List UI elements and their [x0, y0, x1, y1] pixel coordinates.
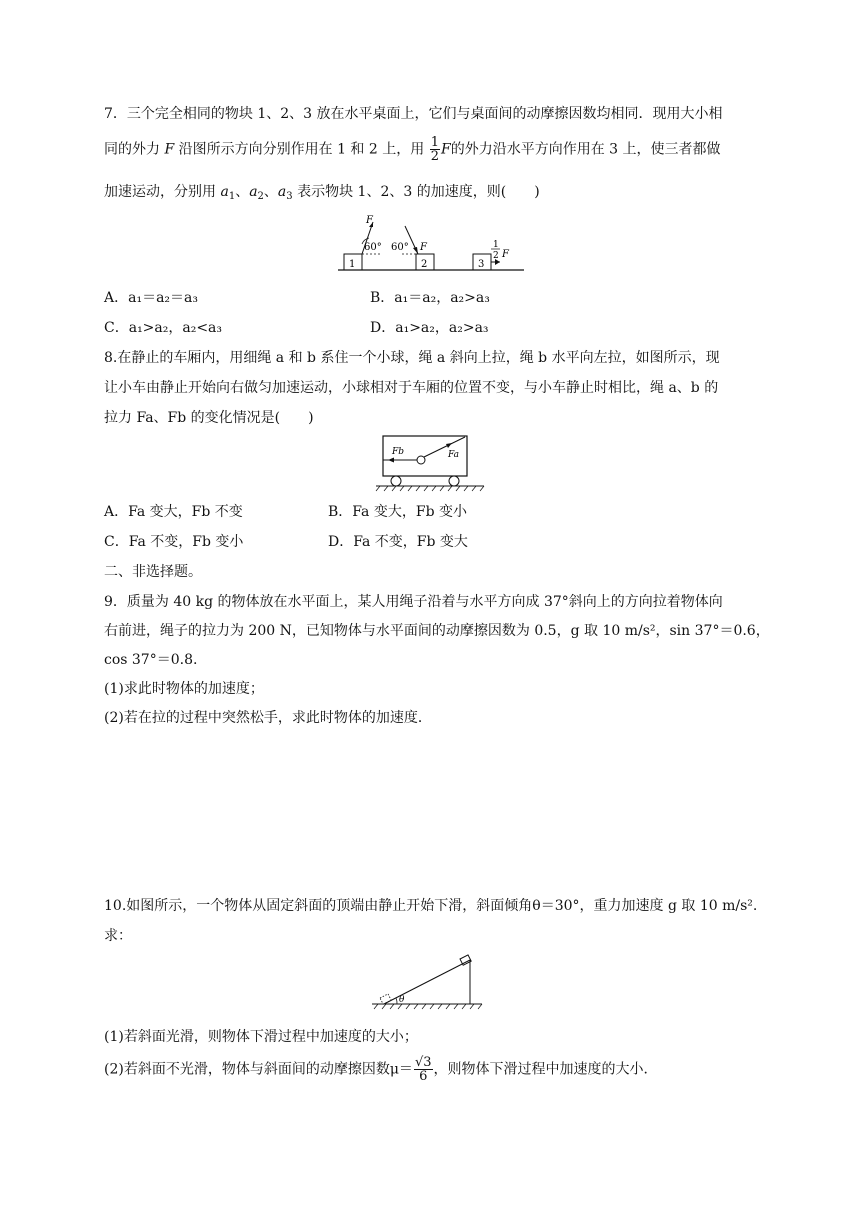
q9-sub2: (2)若在拉的过程中突然松手，求此时物体的加速度． — [104, 710, 432, 726]
q7-line1: 7．三个完全相同的物块 1、2、3 放在水平桌面上，它们与桌面间的动摩擦因数均相同．现用大小相 — [104, 106, 723, 122]
svg-text:3: 3 — [478, 259, 485, 270]
q7-option-a: A．a₁＝a₂＝a₃ — [104, 290, 199, 306]
svg-text:F: F — [420, 242, 427, 253]
svg-text:60°: 60° — [364, 242, 382, 253]
svg-text:2: 2 — [493, 251, 499, 261]
q9-line1: 9．质量为 40 kg 的物体放在水平面上，某人用绳子沿着与水平方向成 37°斜向上的方向拉着物体向 — [104, 594, 723, 610]
q8-line2: 让小车由静止开始向右做匀加速运动，小球相对于车厢的位置不变，与小车静止时相比，绳 a、b 的 — [104, 380, 719, 396]
q8-cart-figure — [374, 432, 486, 494]
q8-line1: 8.在静止的车厢内，用细绳 a 和 b 系住一个小球，绳 a 斜向上拉，绳 b 水平向左拉，如图所示，现 — [104, 350, 720, 366]
q8-option-b: B．Fa 变大，Fb 变小 — [328, 504, 467, 520]
block-bottom-dashed — [380, 994, 391, 1004]
q10-line1: 10.如图所示，一个物体从固定斜面的顶端由静止开始下滑，斜面倾角θ＝30°，重力加速度 g 取 10 m/s². — [104, 898, 758, 914]
mu-fraction: $\frac{√3}{6}$ — [414, 1055, 432, 1084]
svg-text:60°: 60° — [391, 242, 409, 253]
q7-option-d: D．a₁>a₂，a₂>a₃ — [370, 320, 489, 336]
accel-symbols: $a_1$、$a_2$、$a_3$ — [220, 184, 293, 202]
q9-line2: 右前进，绳子的拉力为 200 N，已知物体与水平面间的动摩擦因数为 0.5，g 取 10 m/s²，sin 37°＝0.6， — [104, 623, 770, 639]
svg-text:θ: θ — [399, 995, 405, 1005]
q9-sub1: (1)求此时物体的加速度； — [104, 681, 264, 697]
svg-text:F: F — [366, 215, 373, 226]
svg-text:1: 1 — [493, 240, 499, 250]
q8-line3: 拉力 Fa、Fb 的变化情况是( ) — [104, 410, 314, 426]
q8-option-c: C．Fa 不变，Fb 变小 — [104, 534, 244, 550]
svg-text:Fa: Fa — [448, 450, 459, 460]
q9-line3: cos 37°＝0.8. — [104, 652, 198, 668]
cart-wheel-left — [391, 476, 401, 486]
q7-line2: 同的外力 F 沿图所示方向分别作用在 1 和 2 上，用 $\frac{1}{2}$ F的外力沿水平方向作用在 3 上，使三者都做 — [104, 135, 721, 164]
q10-sub1: (1)若斜面光滑，则物体下滑过程中加速度的大小； — [104, 1029, 418, 1045]
q10-line2: 求： — [104, 928, 132, 944]
q7-option-b: B．a₁＝a₂，a₂>a₃ — [370, 290, 490, 306]
svg-text:Fb: Fb — [392, 447, 405, 457]
q7-option-c: C．a₁>a₂，a₂<a₃ — [104, 320, 223, 336]
q7-blocks-figure — [336, 214, 526, 274]
q7-line3: 加速运动，分别用 $a_1$、$a_2$、$a_3$ 表示物块 1、2、3 的加速度，则( ) — [104, 184, 540, 202]
svg-text:1: 1 — [349, 259, 356, 270]
q10-incline-figure — [370, 954, 490, 1012]
small-ball — [417, 456, 425, 464]
svg-text:2: 2 — [421, 259, 428, 270]
cart-wheel-right — [449, 476, 459, 486]
q8-option-a: A．Fa 变大，Fb 不变 — [104, 504, 243, 520]
half-fraction: $\frac{1}{2}$ — [430, 135, 439, 164]
q10-sub2: (2)若斜面不光滑，物体与斜面间的动摩擦因数μ＝ $\frac{√3}{6}$ ，则物体下滑过程中加速度的大小． — [104, 1055, 658, 1084]
svg-text:F: F — [502, 249, 509, 260]
q8-option-d: D．Fa 不变，Fb 变大 — [328, 534, 468, 550]
section-heading: 二、非选择题。 — [104, 564, 202, 580]
